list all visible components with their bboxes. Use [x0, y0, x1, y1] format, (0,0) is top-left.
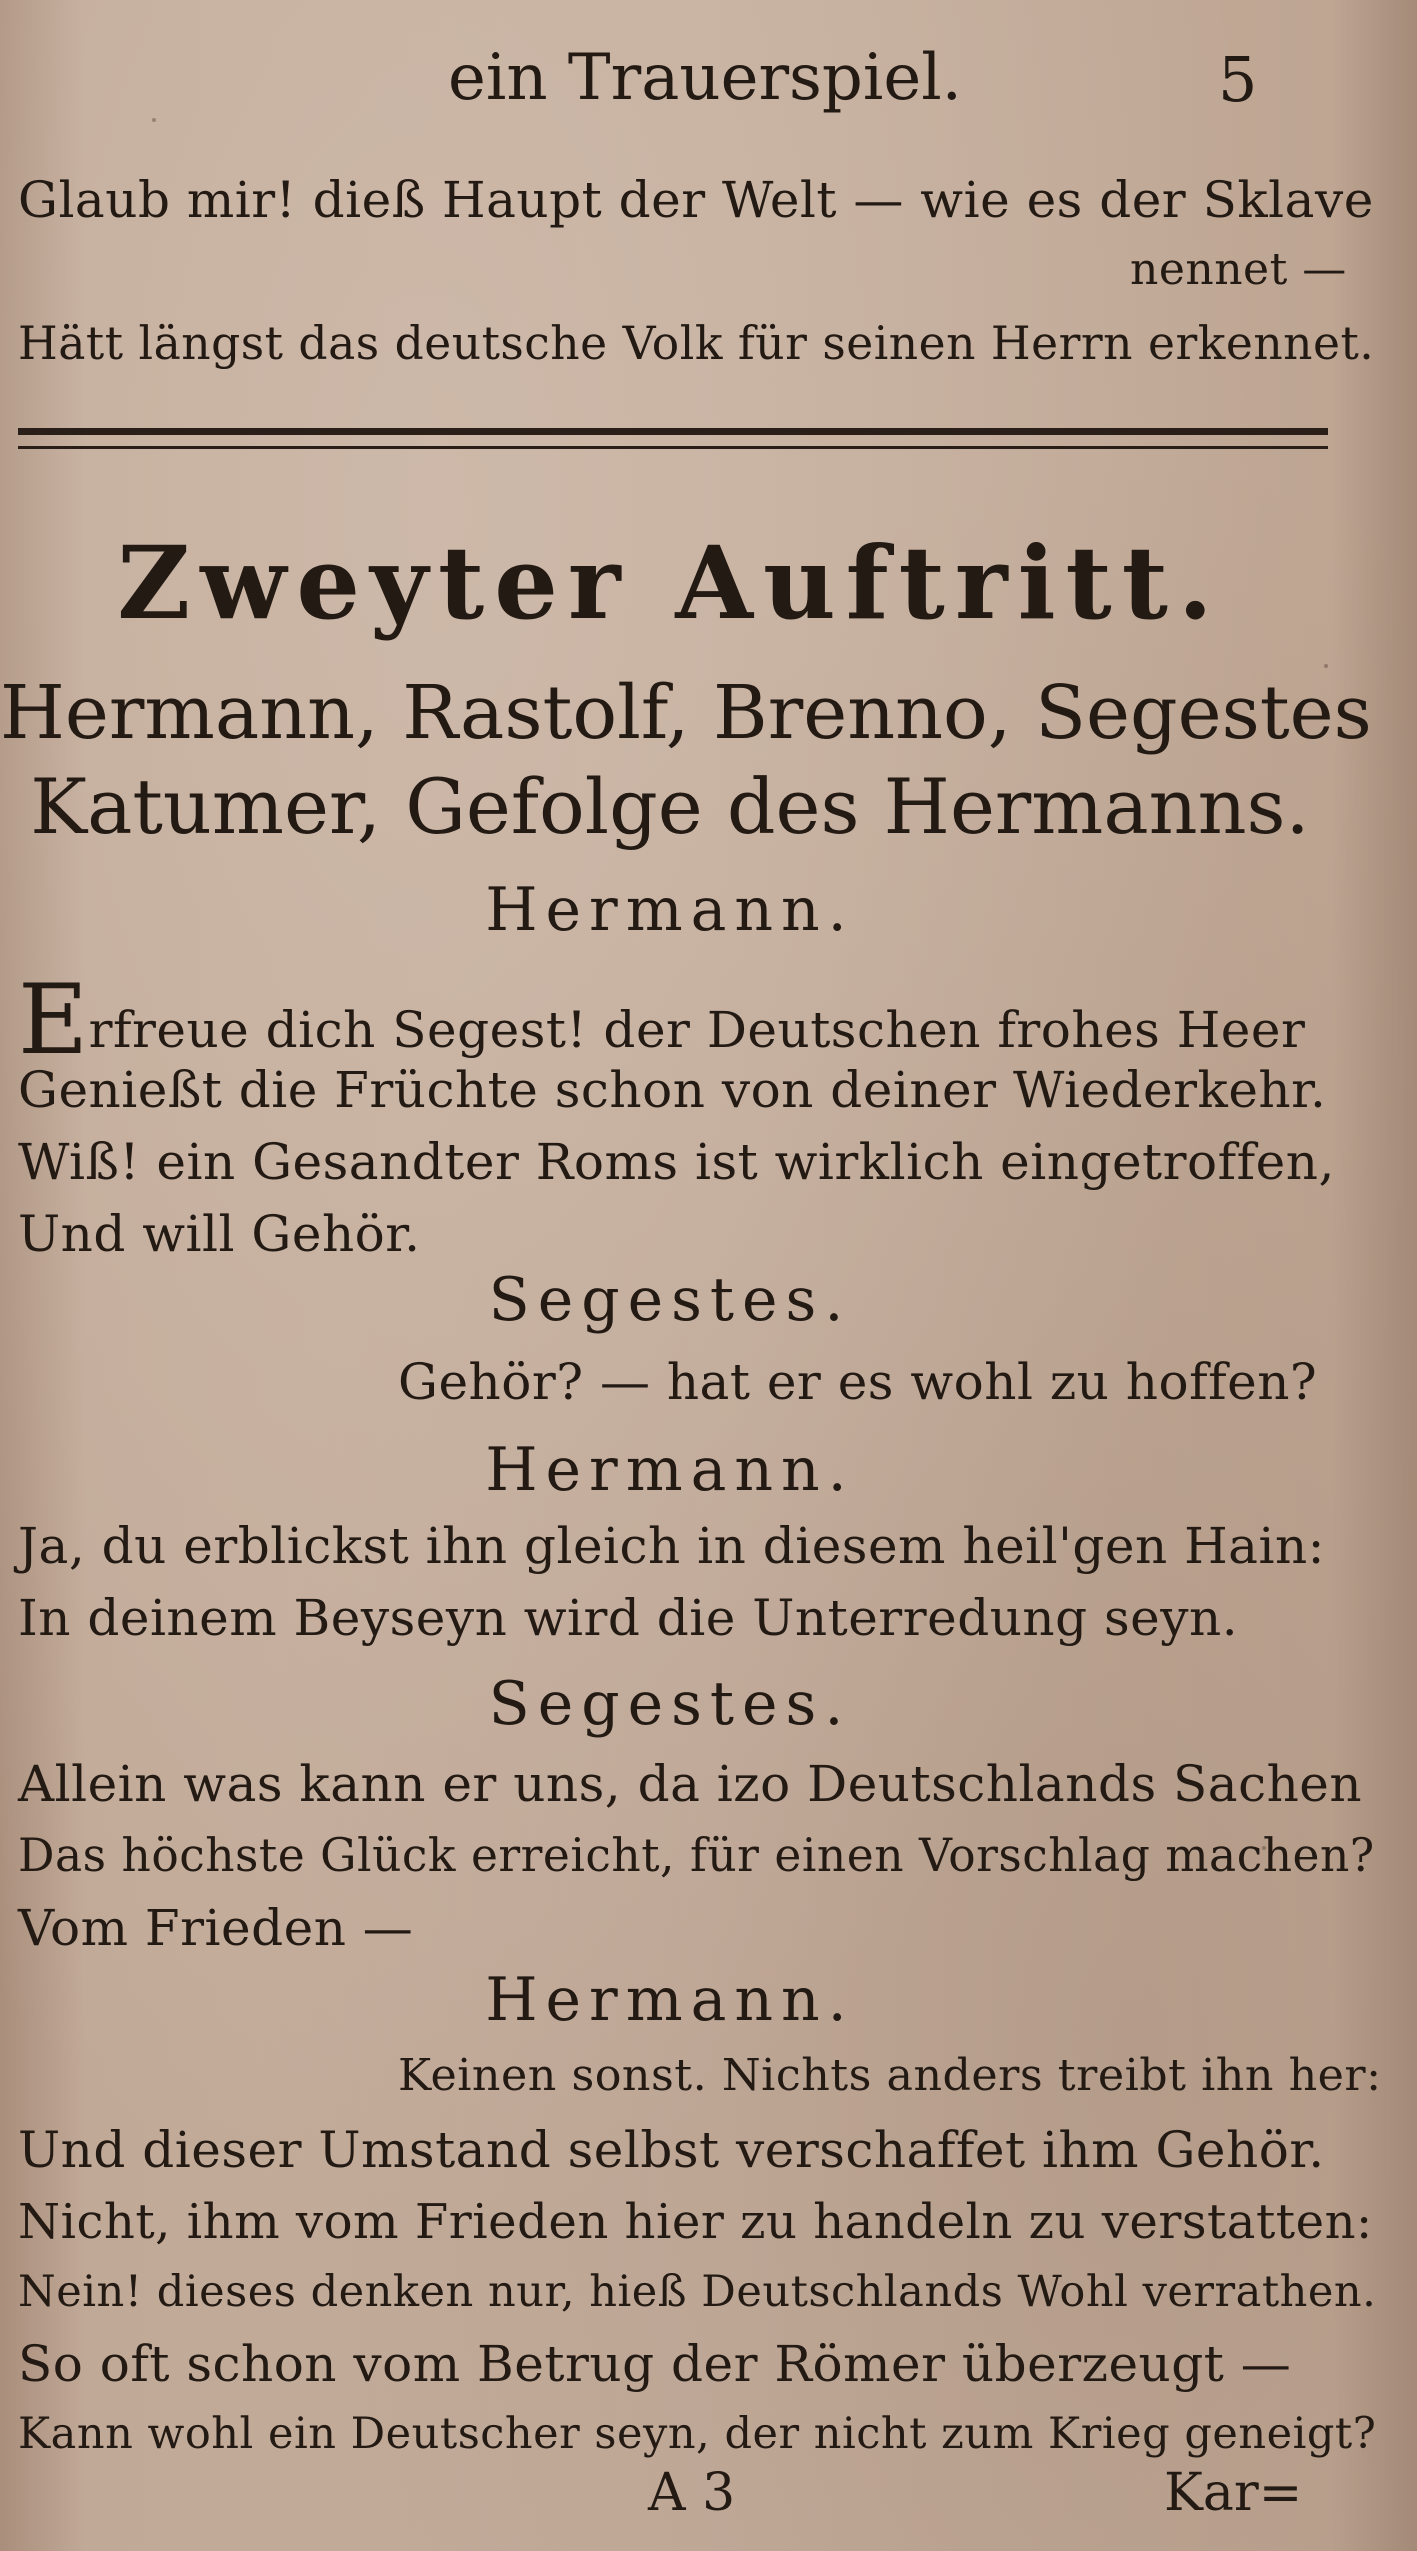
- section-rule: [18, 428, 1328, 435]
- speaker-name: Segestes.: [488, 1265, 852, 1335]
- speaker-name: Hermann.: [485, 1965, 855, 2035]
- verse-line: Keinen sonst. Nichts anders treibt ihn her:: [398, 2050, 1382, 2101]
- running-title: ein Trauerspiel.: [448, 41, 962, 115]
- speaker-name: Hermann.: [485, 1435, 855, 1505]
- speaker-name: Segestes.: [488, 1669, 852, 1739]
- verse-line: Und dieser Umstand selbst verschaffet ihm Gehör.: [18, 2121, 1325, 2179]
- verse-line: Glaub mir! dieß Haupt der Welt — wie es der Sklave: [18, 171, 1374, 229]
- verse-line: Nein! dieses denken nur, hieß Deutschlands Wohl verrathen.: [18, 2267, 1377, 2317]
- drop-cap: E: [18, 964, 89, 1076]
- verse-line: Vom Frieden —: [18, 1899, 414, 1957]
- verse-line: In deinem Beyseyn wird die Unterredung seyn.: [18, 1589, 1239, 1647]
- verse-line: Genießt die Früchte schon von deiner Wiederkehr.: [18, 1061, 1327, 1119]
- signature-mark: A 3: [648, 2463, 736, 2523]
- verse-line: Kann wohl ein Deutscher seyn, der nicht zum Krieg geneigt?: [18, 2409, 1377, 2459]
- verse-line: Ja, du erblickst ihn gleich in diesem heil'gen Hain:: [18, 1517, 1326, 1575]
- verse-line: So oft schon vom Betrug der Römer überzeugt —: [18, 2335, 1292, 2393]
- verse-line: Gehör? — hat er es wohl zu hoffen?: [398, 1353, 1318, 1411]
- verse-line: Das höchste Glück erreicht, für einen Vorschlag machen?: [18, 1829, 1375, 1882]
- catchword: Kar=: [1164, 2463, 1303, 2523]
- verse-line: Nicht, ihm vom Frieden hier zu handeln zu verstatten:: [18, 2194, 1373, 2250]
- verse-line: Allein was kann er uns, da izo Deutschlands Sachen: [18, 1755, 1363, 1813]
- verse-line-runover: nennet —: [1130, 244, 1347, 295]
- paper-speck: [152, 118, 156, 122]
- page-number: 5: [1218, 43, 1258, 116]
- verse-line: Hätt längst das deutsche Volk für seinen Herrn erkennet.: [18, 317, 1375, 370]
- speaker-name: Hermann.: [485, 875, 855, 945]
- verse-line: Wiß! ein Gesandter Roms ist wirklich eingetroffen,: [18, 1133, 1335, 1191]
- verse-text: rfreue dich Segest! der Deutschen frohes Heer: [88, 1001, 1306, 1059]
- verse-line: Und will Gehör.: [18, 1205, 421, 1263]
- scene-heading: Zweyter Auftritt.: [117, 524, 1223, 642]
- cast-list: Hermann, Rastolf, Brenno, Segestes: [0, 669, 1372, 756]
- section-rule: [18, 446, 1328, 449]
- cast-list: Katumer, Gefolge des Hermanns.: [30, 762, 1310, 851]
- verse-line: [18, 964, 1306, 1076]
